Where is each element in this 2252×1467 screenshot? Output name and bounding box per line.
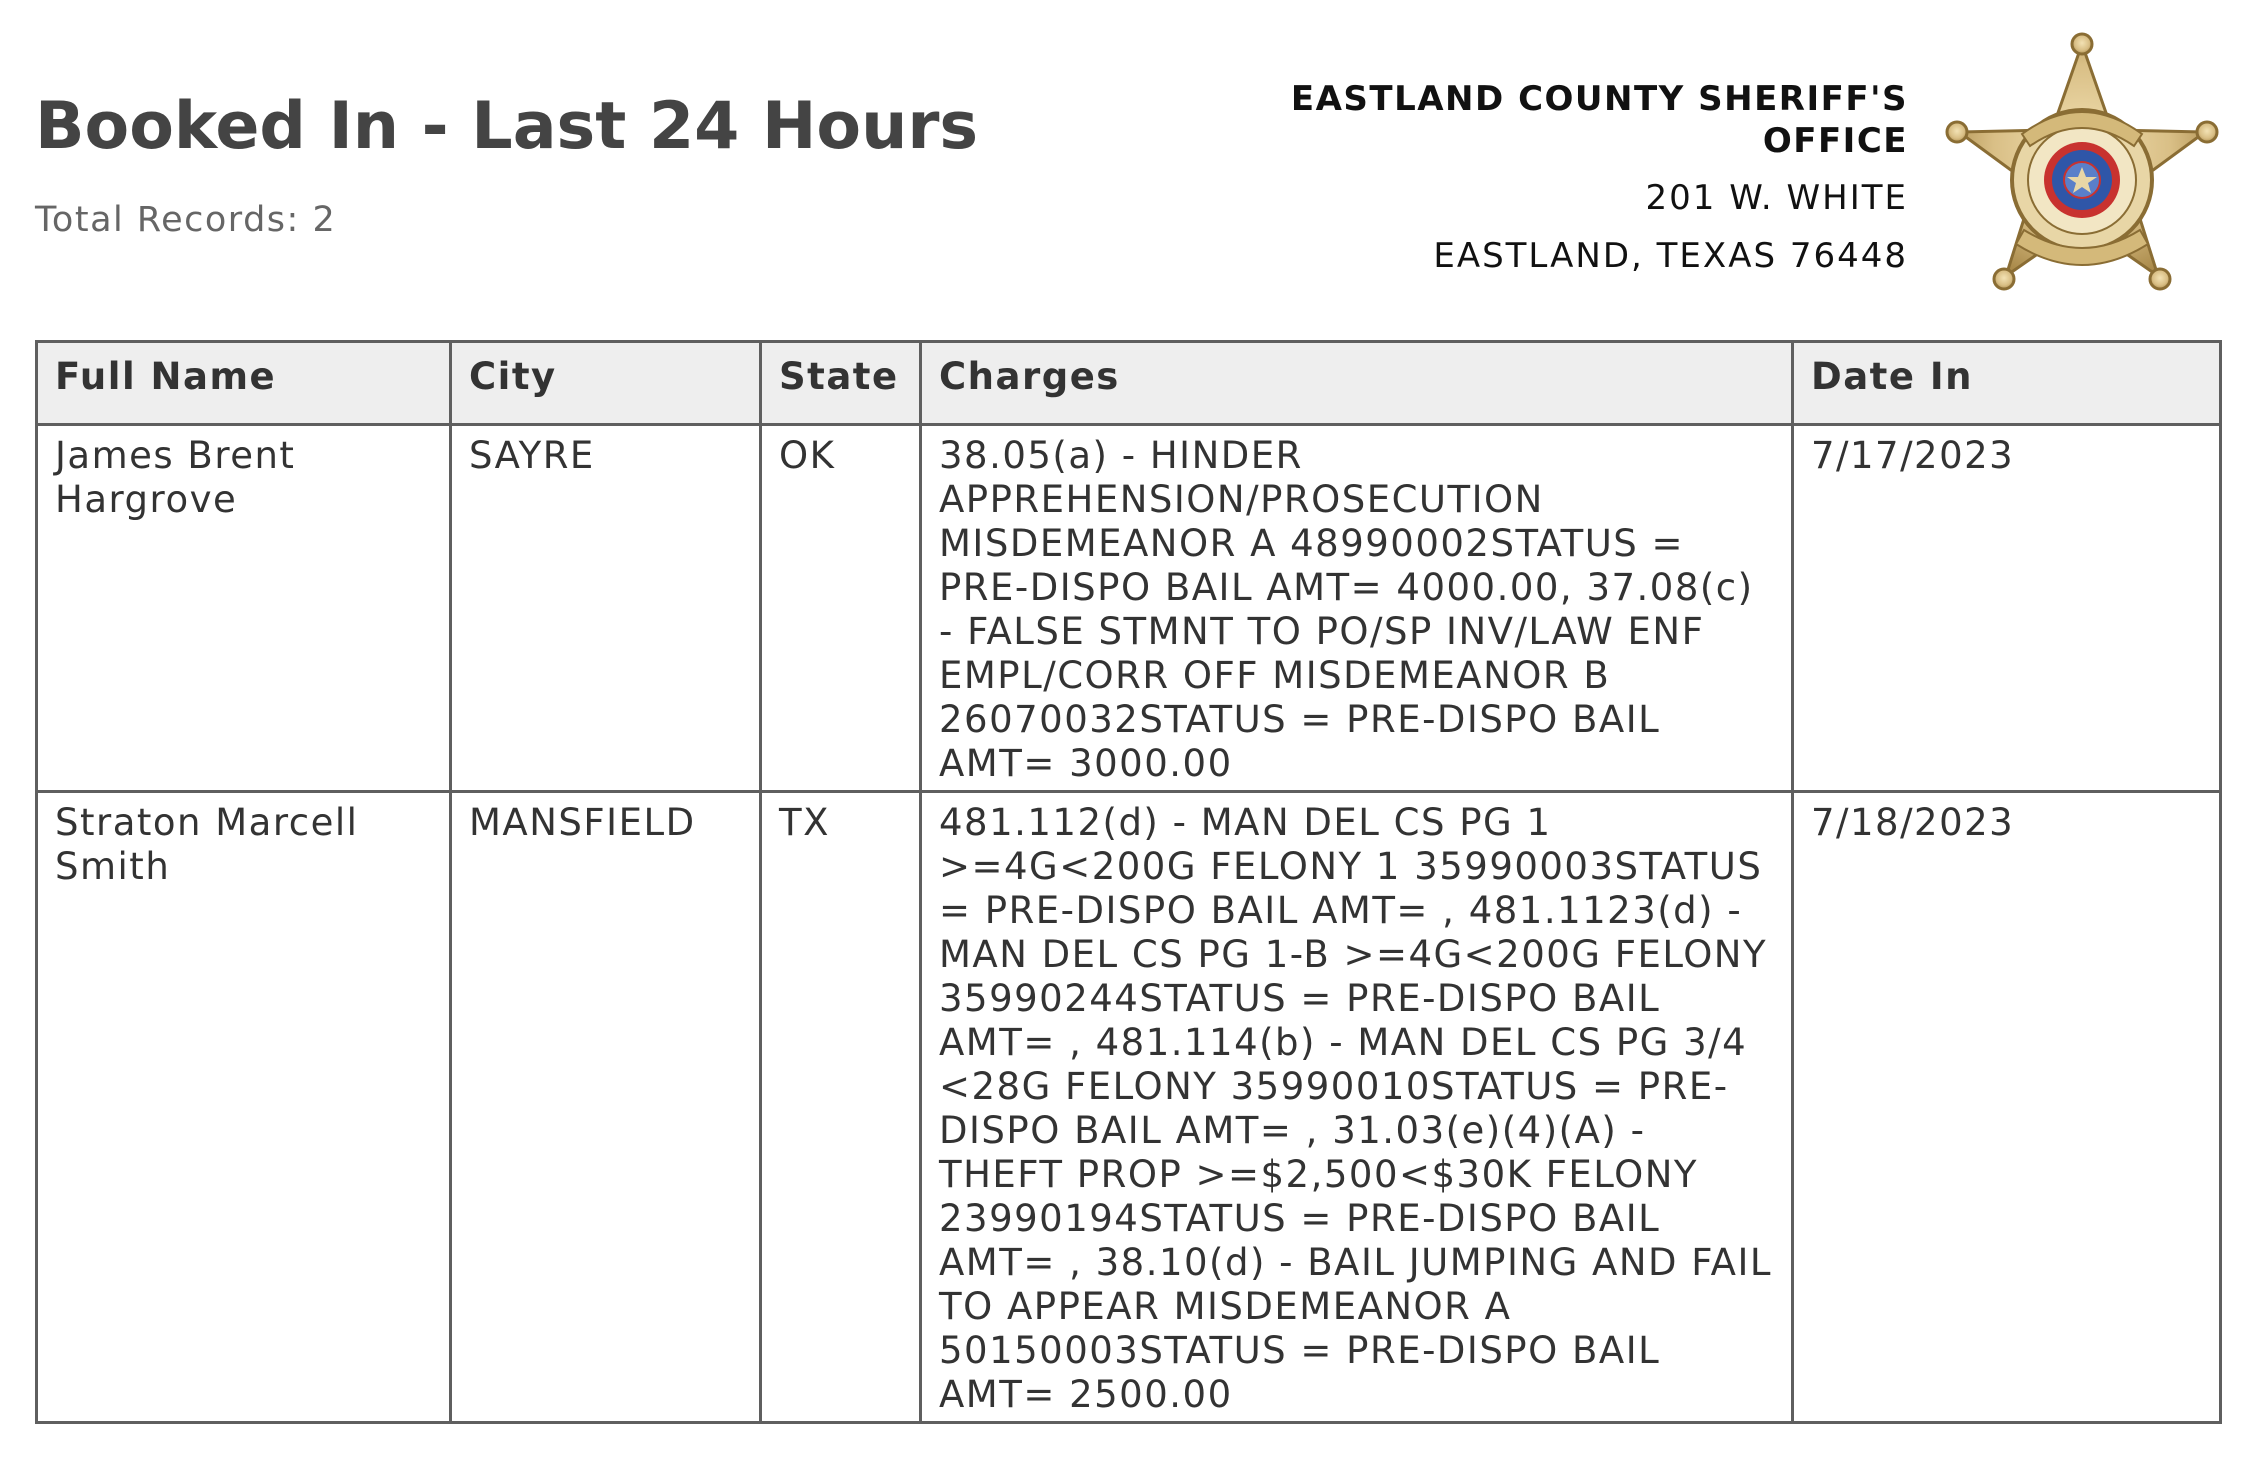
office-name-line1: EASTLAND COUNTY SHERIFF'S <box>1290 79 1908 119</box>
table-header-row <box>37 342 2221 425</box>
column-header-charges: Charges <box>921 342 1793 425</box>
cell-state: TX <box>761 792 921 1423</box>
cell-state: OK <box>761 425 921 792</box>
bookings-table <box>35 340 2222 1424</box>
cell-date-in: 7/18/2023 <box>1793 792 2221 1423</box>
cell-charges: 38.05(a) - HINDER APPREHENSION/PROSECUTION MISDEMEANOR A 48990002STATUS = PRE-DISPO BAIL AMT= 4000.00, 37.08(c) - FALSE STMNT TO PO/SP INV/LAW ENF EMPL/CORR OFF MISDEMEANOR B 26070032STATUS = PRE-DISPO BAIL AMT= 3000.00 <box>921 425 1793 792</box>
cell-city: SAYRE <box>451 425 761 792</box>
table-row <box>37 792 2221 1423</box>
column-header-city: City <box>451 342 761 425</box>
cell-date-in: 7/17/2023 <box>1793 425 2221 792</box>
cell-full-name: James Brent Hargrove <box>37 425 451 792</box>
column-header-date-in: Date In <box>1793 342 2221 425</box>
cell-city: MANSFIELD <box>451 792 761 1423</box>
office-address-city: EASTLAND, TEXAS 76448 <box>1433 236 1908 276</box>
office-address-street: 201 W. WHITE <box>1645 178 1908 218</box>
cell-full-name: Straton Marcell Smith <box>37 792 451 1423</box>
total-records-label: Total Records: <box>35 200 300 240</box>
total-records <box>35 196 336 244</box>
total-records-value: 2 <box>312 200 337 240</box>
column-header-state: State <box>761 342 921 425</box>
office-info <box>1268 78 1908 277</box>
table-row <box>37 425 2221 792</box>
page-title: Booked In - Last 24 Hours <box>35 89 979 164</box>
column-header-full-name: Full Name <box>37 342 451 425</box>
sheriff-star-badge-icon <box>1940 30 2225 302</box>
cell-charges: 481.112(d) - MAN DEL CS PG 1 >=4G<200G FELONY 1 35990003STATUS = PRE-DISPO BAIL AMT= , 481.1123(d) - MAN DEL CS PG 1-B >=4G<200G FELONY 35990244STATUS = PRE-DISPO BAIL AMT= , 481.114(b) - MAN DEL CS PG 3/4 <28G FELONY 35990010STATUS = PRE-DISPO BAIL AMT= , 31.03(e)(4)(A) - THEFT PROP >=$2,500<$30K FELONY 23990194STATUS = PRE-DISPO BAIL AMT= , 38.10(d) - BAIL JUMPING AND FAIL TO APPEAR MISDEMEANOR A 50150003STATUS = PRE-DISPO BAIL AMT= 2500.00 <box>921 792 1793 1423</box>
office-name-line2: OFFICE <box>1762 121 1908 161</box>
